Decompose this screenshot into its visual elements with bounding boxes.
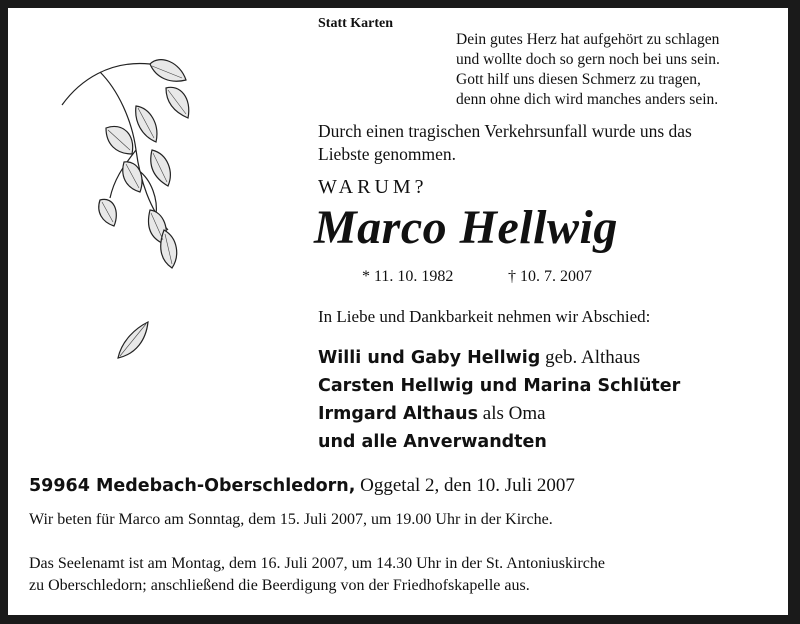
requiem-line: zu Oberschledorn; anschließend die Beerdigung von der Friedhofskapelle aus. [29,577,530,594]
requiem-line: Das Seelenamt ist am Montag, dem 16. Juli 2007, um 14.30 Uhr in der St. Antoniuskirche [29,555,605,572]
birth-date: * 11. 10. 1982 [362,268,454,285]
family-member-name: Carsten Hellwig und Marina Schlüter [318,376,681,396]
poem-line: Dein gutes Herz hat aufgehört zu schlagen [456,31,720,48]
requiem-notice [29,553,605,597]
address-line [29,475,575,497]
family-member-name: Willi und Gaby Hellwig [318,348,541,368]
deceased-name: Marco Hellwig [314,201,618,254]
poem-line: denn ohne dich wird manches anders sein. [456,91,719,108]
statt-karten-label: Statt Karten [318,16,394,31]
intro-text [318,120,692,166]
family-member-name: Irmgard Althaus [318,404,479,424]
family-member-name: und alle Anverwandten [318,432,547,452]
family-member-note: geb. Althaus [540,347,641,368]
poem-line: Gott hilf uns diesen Schmerz zu tragen, [456,71,701,88]
poem [456,30,720,110]
poem-line: und wollte doch so gern noch bei uns sein. [456,51,720,68]
family-member [318,372,680,400]
warum-heading: WARUM? [318,176,428,198]
family-member [318,428,680,456]
intro-line: Liebste genommen. [318,144,457,164]
address-place: 59964 Medebach-Oberschledorn, [29,476,356,496]
address-street-date: Oggetal 2, den 10. Juli 2007 [355,475,575,496]
prayer-notice: Wir beten für Marco am Sonntag, dem 15. Juli 2007, um 19.00 Uhr in der Kirche. [29,511,553,528]
intro-line: Durch einen tragischen Verkehrsunfall wurde uns das [318,121,692,141]
family-member [318,344,680,372]
family-list [318,344,680,456]
birch-branch-icon [40,50,210,380]
falling-leaf-icon [118,322,148,358]
death-date: † 10. 7. 2007 [508,268,592,285]
farewell-line: In Liebe und Dankbarkeit nehmen wir Abschied: [318,307,651,326]
family-member [318,400,680,428]
family-member-note: als Oma [478,403,546,424]
